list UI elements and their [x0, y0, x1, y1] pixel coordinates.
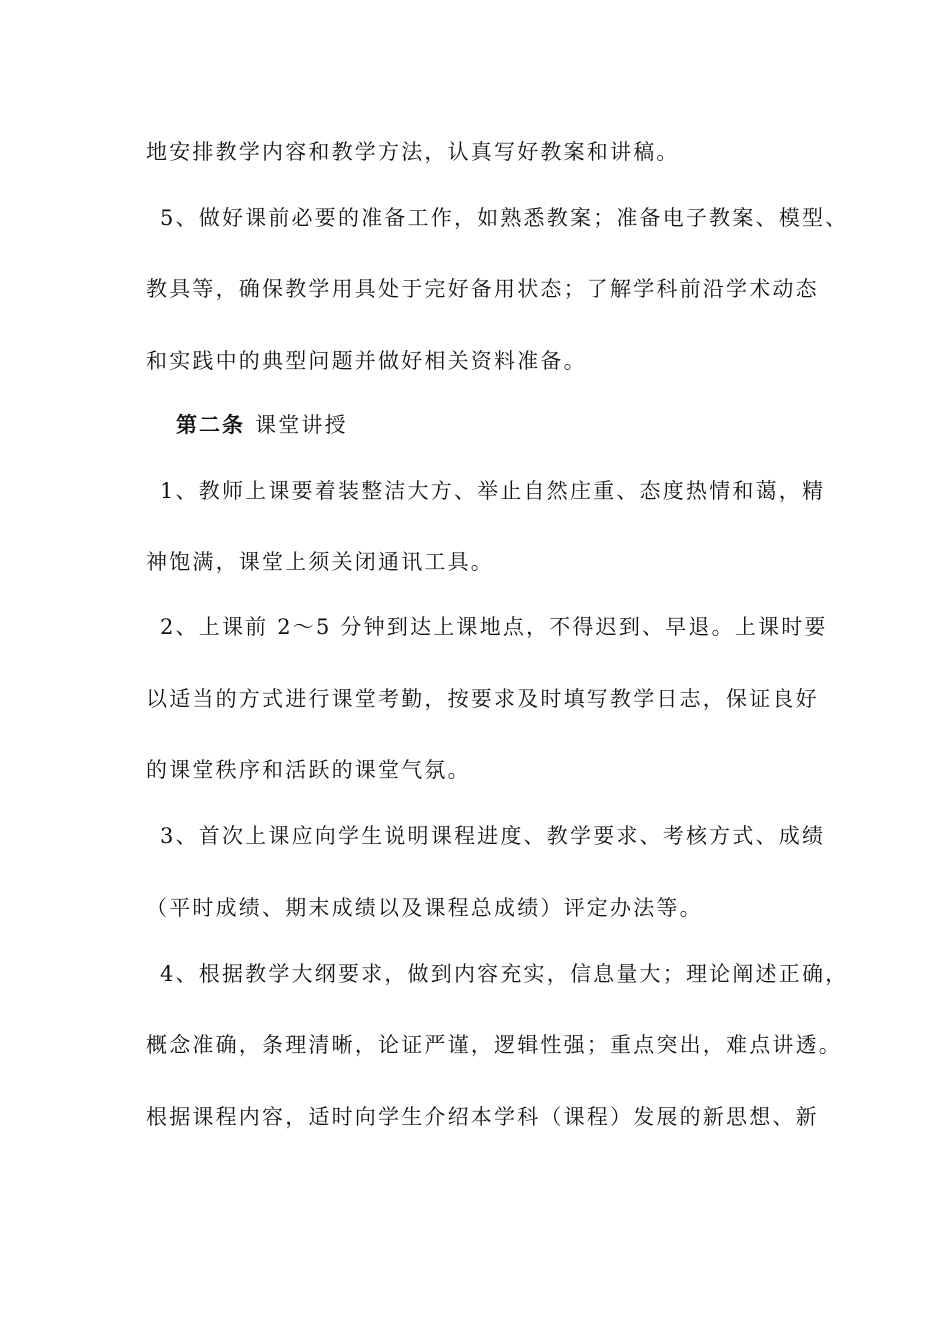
paragraph-line: 神饱满，课堂上须关闭通讯工具。	[146, 550, 494, 574]
paragraph-line: 3、首次上课应向学生说明课程进度、教学要求、考核方式、成绩	[160, 824, 826, 848]
section-heading-title: 课堂讲授	[255, 413, 348, 437]
paragraph-line: 以适当的方式进行课堂考勤，按要求及时填写教学日志，保证良好	[146, 687, 819, 711]
paragraph-line: 教具等，确保教学用具处于完好备用状态；了解学科前沿学术动态	[146, 277, 819, 301]
paragraph-line: 根据课程内容，适时向学生介绍本学科（课程）发展的新思想、新	[146, 1105, 819, 1129]
paragraph-line: 1、教师上课要着装整洁大方、举止自然庄重、态度热情和蔼，精	[160, 479, 826, 503]
paragraph-line: 地安排教学内容和教学方法，认真写好教案和讲稿。	[146, 140, 680, 164]
paragraph-line: 的课堂秩序和活跃的课堂气氛。	[146, 758, 471, 782]
paragraph-line: 4、根据教学大纲要求，做到内容充实，信息量大；理论阐述正确，	[160, 962, 849, 986]
paragraph-line: 5、做好课前必要的准备工作，如熟悉教案；准备电子教案、模型、	[160, 206, 849, 230]
paragraph-line: （平时成绩、期末成绩以及课程总成绩）评定办法等。	[146, 896, 703, 920]
section-heading-number: 第二条	[176, 412, 245, 437]
paragraph-line: 和实践中的典型问题并做好相关资料准备。	[146, 349, 587, 373]
section-heading	[176, 410, 348, 440]
paragraph-line: 2、上课前 2～5 分钟到达上课地点，不得迟到、早退。上课时要	[160, 615, 828, 639]
paragraph-line: 概念准确，条理清晰，论证严谨，逻辑性强；重点突出，难点讲透。	[146, 1033, 842, 1057]
